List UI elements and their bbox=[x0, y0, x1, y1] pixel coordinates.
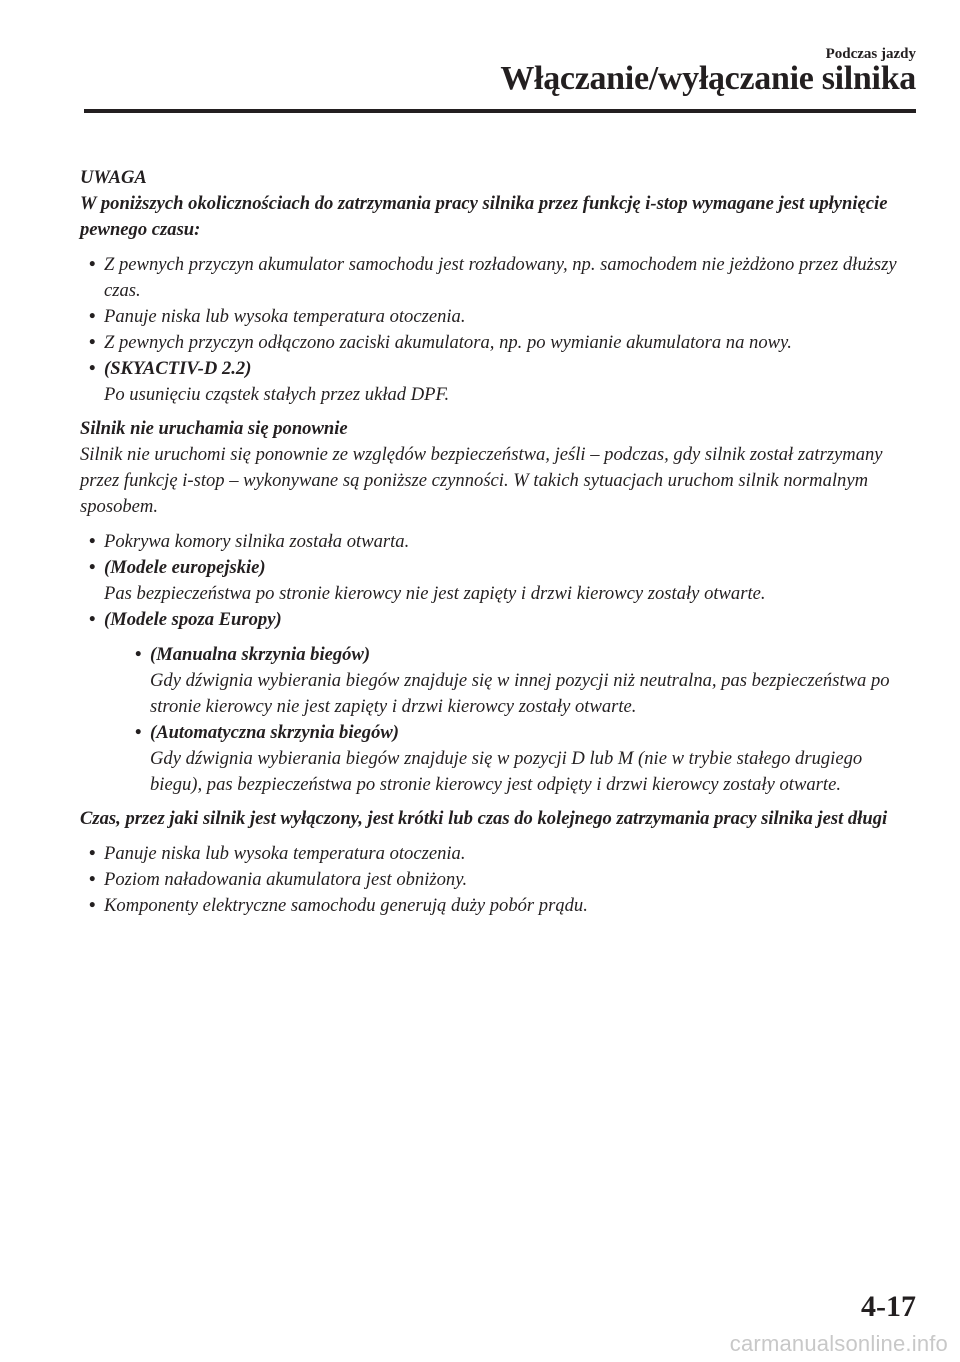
auto-title: (Automatyczna skrzynia biegów) bbox=[150, 722, 399, 743]
non-europe-title: (Modele spoza Europy) bbox=[104, 609, 282, 630]
page-number: 4-17 bbox=[861, 1290, 916, 1323]
bullet-icon: • bbox=[89, 332, 96, 353]
bullet-icon: • bbox=[89, 869, 96, 890]
skyactiv-text: Po usunięciu cząstek stałych przez układ DPF. bbox=[104, 384, 450, 405]
note-list bbox=[80, 252, 910, 408]
bullet-icon: • bbox=[135, 722, 142, 743]
restart-text: Silnik nie uruchomi się ponownie ze względów bezpieczeństwa, jeśli – podczas, gdy silnik został zatrzymany przez funkcję i-stop – wykonywane są poniższe czynności. W takich sytuacjach uruchom silnik normalnym sposobem. bbox=[80, 444, 883, 517]
auto-text: Gdy dźwignia wybierania biegów znajduje się w pozycji D lub M (nie w trybie stałego drugiego biegu), pas bezpieczeństwa po stronie kierowcy jest odpięty i drzwi kierowcy zostały otwarte. bbox=[150, 748, 863, 795]
bullet-icon: • bbox=[89, 843, 96, 864]
list-item: • Pokrywa komory silnika została otwarta. bbox=[80, 529, 910, 555]
short-list bbox=[80, 841, 910, 919]
list-item bbox=[126, 720, 910, 798]
list-item: • Panuje niska lub wysoka temperatura otoczenia. bbox=[80, 841, 910, 867]
note-label: UWAGA bbox=[80, 167, 147, 188]
note-intro: W poniższych okolicznościach do zatrzymania pracy silnika przez funkcję i-stop wymagane jest upłynięcie pewnego czasu: bbox=[80, 193, 888, 240]
bullet-icon: • bbox=[89, 557, 96, 578]
short-heading: Czas, przez jaki silnik jest wyłączony, jest krótki lub czas do kolejnego zatrzymania pracy silnika jest długi bbox=[80, 808, 888, 829]
list-item: • Komponenty elektryczne samochodu generują duży pobór prądu. bbox=[80, 893, 910, 919]
page-title: Włączanie/wyłączanie silnika bbox=[500, 60, 916, 97]
manual-text: Gdy dźwignia wybierania biegów znajduje się w innej pozycji niż neutralna, pas bezpieczeństwa po stronie kierowcy nie jest zapięty i drzwi kierowcy zostały otwarte. bbox=[150, 670, 890, 717]
manual-title: (Manualna skrzynia biegów) bbox=[150, 644, 371, 665]
restart-list bbox=[80, 529, 910, 798]
list-item: • Z pewnych przyczyn odłączono zaciski akumulatora, np. po wymianie akumulatora na nowy. bbox=[80, 330, 910, 356]
list-item: • Z pewnych przyczyn akumulator samochodu jest rozładowany, np. samochodem nie jeżdżono przez dłuższy czas. bbox=[89, 254, 897, 301]
bullet-icon: • bbox=[135, 644, 142, 665]
bullet-icon: • bbox=[89, 306, 96, 327]
header-rule bbox=[84, 109, 916, 113]
header-section: Podczas jazdy bbox=[825, 46, 916, 62]
bullet-icon: • bbox=[89, 609, 96, 630]
europe-text: Pas bezpieczeństwa po stronie kierowcy nie jest zapięty i drzwi kierowcy zostały otwarte. bbox=[104, 583, 766, 604]
bullet-icon: • bbox=[89, 531, 96, 552]
list-item bbox=[80, 607, 910, 798]
list-item: • Panuje niska lub wysoka temperatura otoczenia. bbox=[80, 304, 910, 330]
watermark: carmanualsonline.info bbox=[729, 1331, 948, 1356]
bullet-icon: • bbox=[89, 358, 96, 379]
bullet-icon: • bbox=[89, 254, 96, 275]
non-europe-list bbox=[104, 642, 910, 798]
list-item bbox=[126, 642, 910, 720]
skyactiv-title: (SKYACTIV-D 2.2) bbox=[104, 358, 252, 379]
list-item bbox=[80, 555, 910, 607]
list-item: • Poziom naładowania akumulatora jest obniżony. bbox=[80, 867, 910, 893]
page-content bbox=[80, 165, 910, 927]
bullet-icon: • bbox=[89, 895, 96, 916]
restart-heading: Silnik nie uruchamia się ponownie bbox=[80, 418, 348, 439]
list-item bbox=[80, 356, 910, 408]
europe-title: (Modele europejskie) bbox=[104, 557, 266, 578]
